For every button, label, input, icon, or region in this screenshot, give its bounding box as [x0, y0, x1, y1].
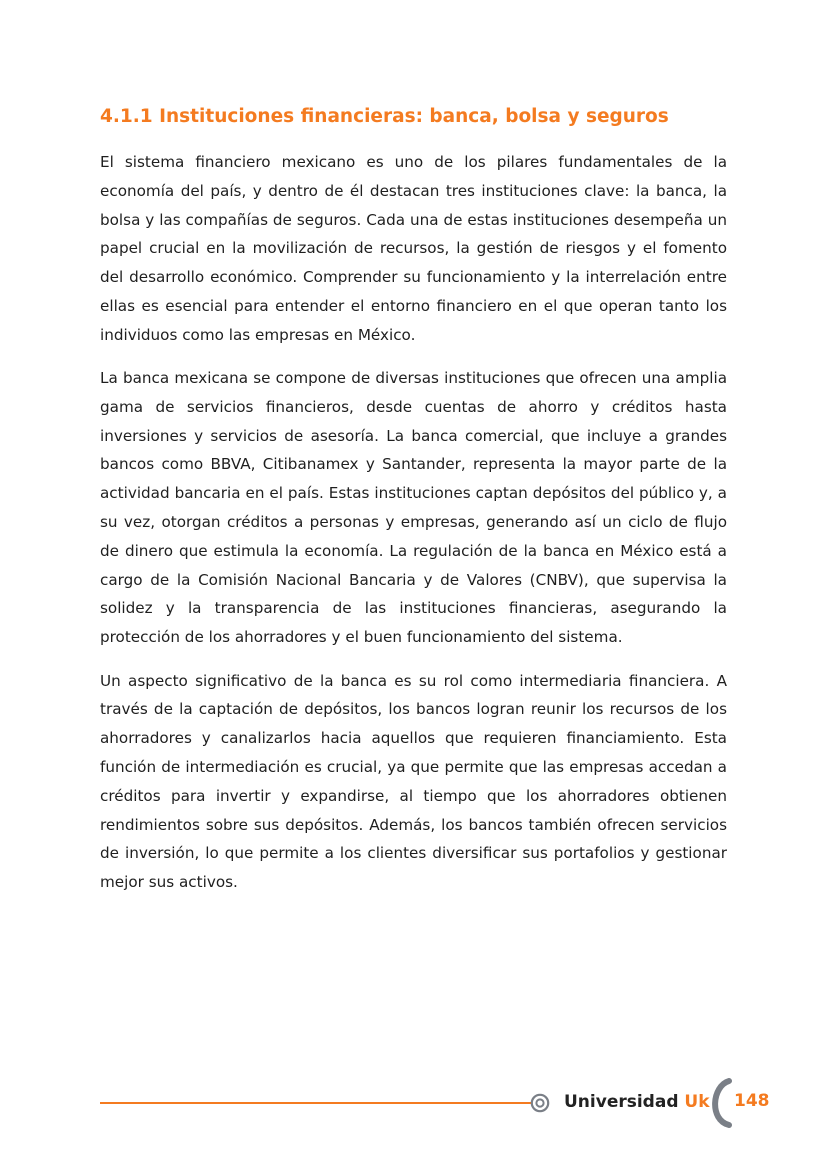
arc-decoration-icon: [705, 1078, 735, 1128]
brand-accent: Uk: [684, 1092, 710, 1112]
footer-divider-line: [100, 1102, 532, 1104]
paragraph-2: La banca mexicana se compone de diversas instituciones que ofrecen una amplia gama de servicios financieros, desde cuentas de ahorro y créditos hasta inversiones y servicios de asesoría. La banca comercial, que incluye a grandes bancos como BBVA, Citibanamex y Santander, representa la mayor parte de la actividad bancaria en el país. Estas instituciones captan depósitos del público y, a su vez, otorgan créditos a personas y empresas, generando así un ciclo de flujo de dinero que estimula la economía. La regulación de la banca en México está a cargo de la Comisión Nacional Bancaria y de Valores (CNBV), que supervisa la solidez y la transparencia de las instituciones financieras, asegurando la protección de los ahorradores y el buen funcionamiento del sistema.: [100, 369, 727, 647]
paragraph-3: Un aspecto significativo de la banca es su rol como intermediaria financiera. A través de la captación de depósitos, los bancos logran reunir los recursos de los ahorradores y canalizarlos hacia aquellos que requieren financiamiento. Esta función de intermediación es crucial, ya que permite que las empresas accedan a créditos para invertir y expandirse, al tiempo que los ahorradores obtienen rendimientos sobre sus depósitos. Además, los bancos también ofrecen servicios de inversión, lo que permite a los clientes diversificar sus portafolios y gestionar mejor sus activos.: [100, 671, 727, 892]
page-footer: [100, 1078, 780, 1128]
paragraph-1: El sistema financiero mexicano es uno de los pilares fundamentales de la economía del país, y dentro de él destacan tres instituciones clave: la banca, la bolsa y las compañías de seguros. Cada una de estas instituciones desempeña un papel crucial en la movilización de recursos, la gestión de riesgos y el fomento del desarrollo económico. Comprender su funcionamiento y la interrelación entre ellas es esencial para entender el entorno financiero en el que operan tanto los individuos como las empresas en México.: [100, 153, 727, 344]
body-text: [100, 148, 727, 911]
brand-logo: [564, 1090, 710, 1114]
page-number: 148: [734, 1091, 770, 1111]
target-icon: [530, 1093, 550, 1113]
brand-name: Universidad: [564, 1092, 679, 1112]
section-title: 4.1.1 Instituciones financieras: banca, bolsa y seguros: [100, 106, 669, 127]
